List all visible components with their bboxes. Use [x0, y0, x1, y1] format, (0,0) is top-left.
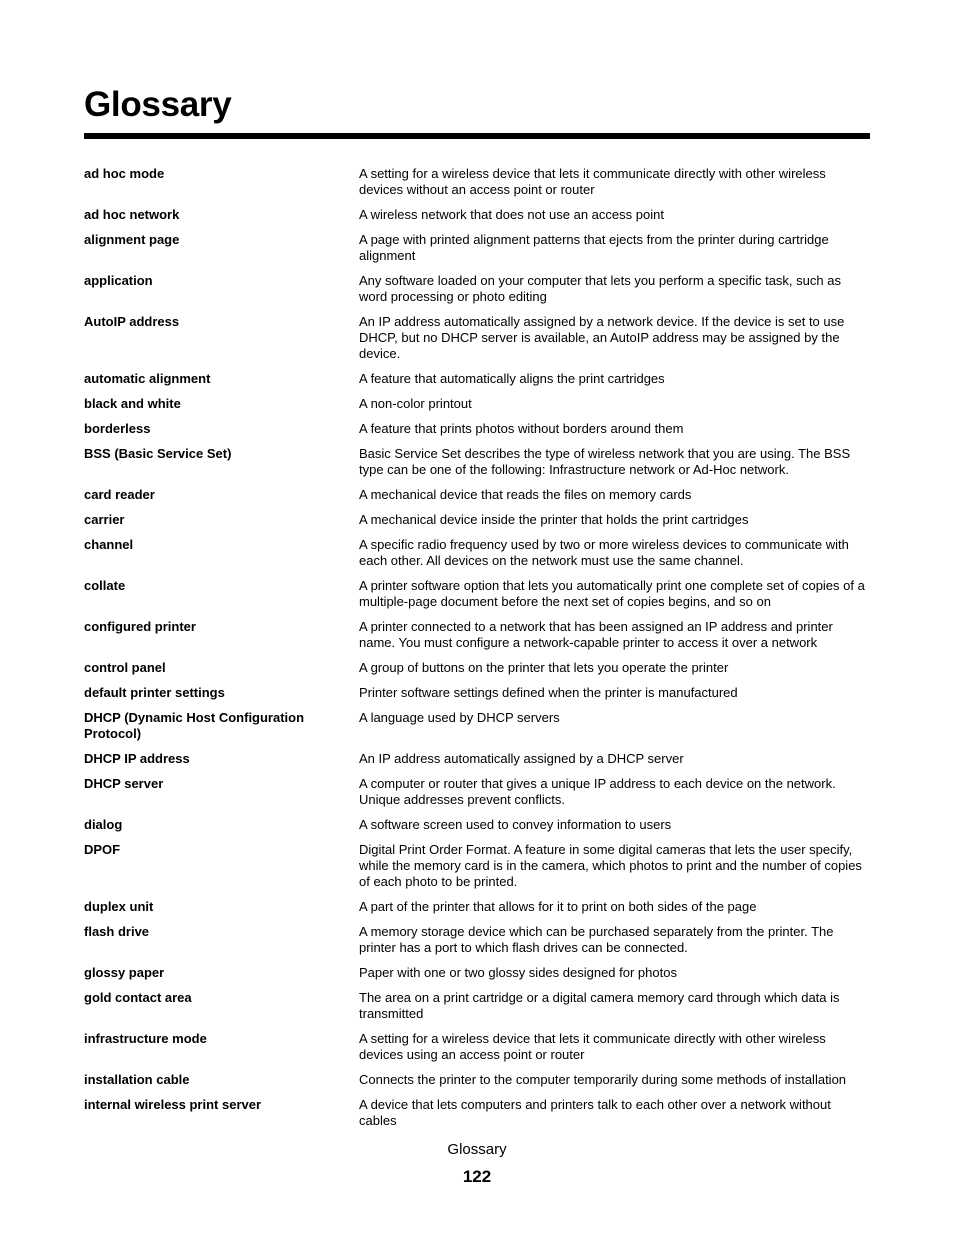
glossary-entry — [84, 273, 870, 305]
glossary-term: duplex unit — [84, 899, 154, 914]
glossary-entry — [84, 990, 870, 1022]
glossary-definition: A setting for a wireless device that lets it communicate directly with other wireless devices without an access point or router — [359, 166, 826, 197]
footer-section-label: Glossary — [447, 1141, 507, 1158]
glossary-definition: The area on a print cartridge or a digital camera memory card through which data is transmitted — [359, 990, 840, 1021]
glossary-term: collate — [84, 578, 126, 593]
glossary-term: DHCP server — [84, 776, 164, 791]
glossary-term: installation cable — [84, 1072, 190, 1087]
glossary-definition: A group of buttons on the printer that lets you operate the printer — [359, 660, 729, 675]
glossary-definition: Printer software settings defined when the printer is manufactured — [359, 685, 738, 700]
glossary-entry — [84, 487, 870, 503]
glossary-term: black and white — [84, 396, 181, 411]
glossary-definition: An IP address automatically assigned by a network device. If the device is set to use DHCP, but no DHCP server is available, an AutoIP address may be assigned by the device. — [359, 314, 845, 361]
glossary-entry — [84, 446, 870, 478]
title-rule — [84, 133, 870, 139]
glossary-term: flash drive — [84, 924, 150, 939]
glossary-term: ad hoc mode — [84, 166, 165, 181]
glossary-entry — [84, 924, 870, 956]
glossary-term: automatic alignment — [84, 371, 211, 386]
glossary-definition: A computer or router that gives a unique IP address to each device on the network. Unique addresses prevent conflicts. — [359, 776, 836, 807]
glossary-term: dialog — [84, 817, 123, 832]
glossary-term: AutoIP address — [84, 314, 180, 329]
glossary-term: infrastructure mode — [84, 1031, 207, 1046]
glossary-definition: Basic Service Set describes the type of wireless network that you are using. The BSS type can be one of the following: Infrastructure network or Ad-Hoc network. — [359, 446, 851, 477]
glossary-term: DPOF — [84, 842, 121, 857]
glossary-definition: A feature that automatically aligns the print cartridges — [359, 371, 665, 386]
glossary-entry — [84, 1072, 870, 1088]
glossary-entry — [84, 751, 870, 767]
glossary-term: default printer settings — [84, 685, 225, 700]
glossary-term: ad hoc network — [84, 207, 180, 222]
glossary-definition: A feature that prints photos without borders around them — [359, 421, 684, 436]
glossary-term: DHCP (Dynamic Host Configuration Protocol) — [84, 710, 305, 741]
page-number: 122 — [462, 1167, 492, 1186]
glossary-term: alignment page — [84, 232, 180, 247]
glossary-term: gold contact area — [84, 990, 192, 1005]
glossary-definition: A mechanical device inside the printer that holds the print cartridges — [359, 512, 749, 527]
glossary-term: borderless — [84, 421, 151, 436]
glossary-entry — [84, 660, 870, 676]
glossary-definition: A specific radio frequency used by two or more wireless devices to communicate with each other. All devices on the network must use the same channel. — [359, 537, 849, 568]
glossary-entry — [84, 965, 870, 981]
glossary-definition: A wireless network that does not use an access point — [359, 207, 664, 222]
glossary-term: glossy paper — [84, 965, 165, 980]
glossary-term: card reader — [84, 487, 155, 502]
glossary-entry — [84, 619, 870, 651]
glossary-term: configured printer — [84, 619, 196, 634]
glossary-entry — [84, 1097, 870, 1129]
glossary-definition: A language used by DHCP servers — [359, 710, 560, 725]
glossary-entry — [84, 685, 870, 701]
glossary-term: BSS (Basic Service Set) — [84, 446, 232, 461]
glossary-entry — [84, 578, 870, 610]
glossary-term: carrier — [84, 512, 125, 527]
page-title: Glossary — [84, 85, 232, 124]
glossary-entry — [84, 232, 870, 264]
glossary-term: application — [84, 273, 153, 288]
glossary-definition: A device that lets computers and printers talk to each other over a network without cables — [359, 1097, 831, 1128]
glossary-definition: A printer connected to a network that has been assigned an IP address and printer name. You must configure a network-capable printer to access it over a network — [359, 619, 833, 650]
glossary-list — [84, 166, 870, 1138]
glossary-definition: A non-color printout — [359, 396, 472, 411]
glossary-definition: Connects the printer to the computer temporarily during some methods of installation — [359, 1072, 847, 1087]
glossary-definition: A mechanical device that reads the files on memory cards — [359, 487, 692, 502]
glossary-entry — [84, 842, 870, 890]
glossary-entry — [84, 314, 870, 362]
glossary-term: channel — [84, 537, 134, 552]
glossary-definition: A setting for a wireless device that lets it communicate directly with other wireless devices using an access point or router — [359, 1031, 826, 1062]
glossary-entry — [84, 710, 870, 742]
glossary-definition: A part of the printer that allows for it to print on both sides of the page — [359, 899, 757, 914]
glossary-entry — [84, 421, 870, 437]
glossary-entry — [84, 371, 870, 387]
glossary-entry — [84, 776, 870, 808]
glossary-definition: A memory storage device which can be purchased separately from the printer. The printer has a port to which flash drives can be connected. — [359, 924, 834, 955]
glossary-term: DHCP IP address — [84, 751, 190, 766]
glossary-term: control panel — [84, 660, 166, 675]
glossary-definition: A page with printed alignment patterns that ejects from the printer during cartridge alignment — [359, 232, 829, 263]
glossary-entry — [84, 817, 870, 833]
glossary-entry — [84, 512, 870, 528]
glossary-definition: Paper with one or two glossy sides designed for photos — [359, 965, 677, 980]
glossary-entry — [84, 537, 870, 569]
glossary-entry — [84, 899, 870, 915]
glossary-entry — [84, 207, 870, 223]
glossary-definition: Any software loaded on your computer that lets you perform a specific task, such as word processing or photo editing — [359, 273, 841, 304]
glossary-definition: An IP address automatically assigned by a DHCP server — [359, 751, 684, 766]
glossary-entry — [84, 396, 870, 412]
glossary-entry — [84, 166, 870, 198]
glossary-entry — [84, 1031, 870, 1063]
glossary-definition: A software screen used to convey information to users — [359, 817, 672, 832]
glossary-definition: Digital Print Order Format. A feature in some digital cameras that lets the user specify, while the memory card is in the camera, which photos to print and the number of copies of each photo to be printed. — [359, 842, 862, 889]
glossary-term: internal wireless print server — [84, 1097, 262, 1112]
glossary-definition: A printer software option that lets you automatically print one complete set of copies of a multiple-page document before the next set of copies begins, and so on — [359, 578, 865, 609]
